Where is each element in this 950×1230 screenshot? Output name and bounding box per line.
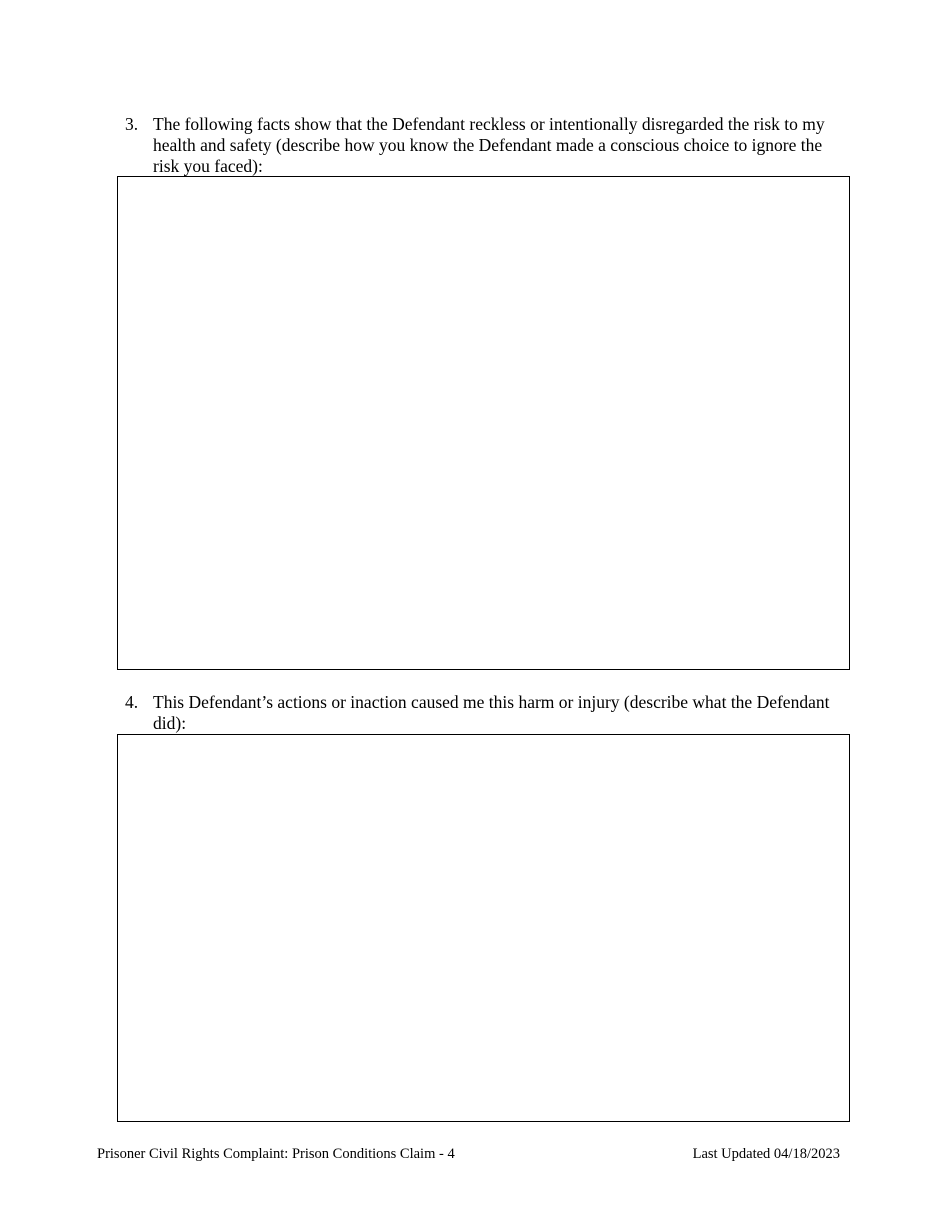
- footer-last-updated: Last Updated 04/18/2023: [692, 1146, 840, 1162]
- question-3-text: The following facts show that the Defendant reckless or intentionally disregarded the risk to my health and safety (describe how you know the Defendant made a conscious choice to ignore the risk you faced):: [153, 114, 825, 176]
- question-3-number: 3.: [125, 114, 139, 134]
- question-4-text: This Defendant’s actions or inaction caused me this harm or injury (describe what the Defendant did):: [153, 692, 830, 733]
- question-4-answer-box[interactable]: [117, 734, 850, 1122]
- question-3-answer-box[interactable]: [117, 176, 850, 670]
- question-3: [125, 114, 845, 177]
- question-4-number: 4.: [125, 692, 139, 712]
- question-4: [125, 692, 845, 734]
- footer-title: Prisoner Civil Rights Complaint: Prison Conditions Claim - 4: [97, 1146, 455, 1162]
